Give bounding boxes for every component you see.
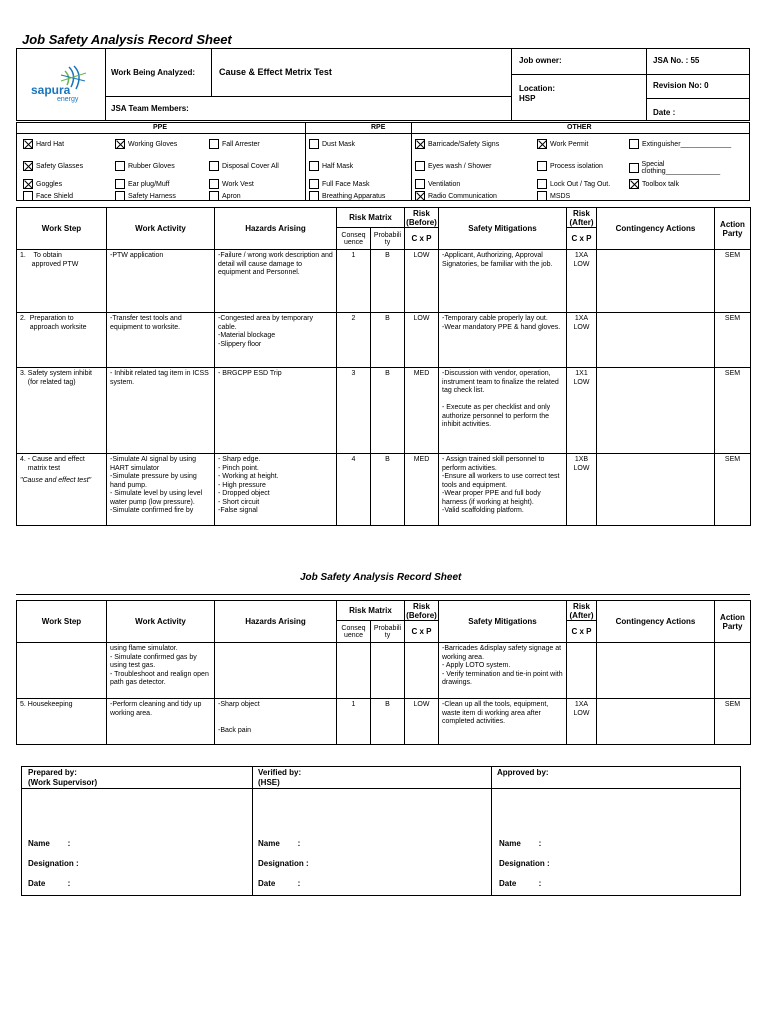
ppe-option-label: Apron: [222, 192, 241, 200]
location-value: HSP: [519, 94, 536, 103]
ppe-option[interactable]: [209, 161, 279, 171]
ppe-option-label: Toolbox talk: [642, 180, 679, 188]
checked-checkbox-icon[interactable]: [415, 139, 425, 149]
ppe-option-label: Full Face Mask: [322, 180, 370, 188]
checked-checkbox-icon[interactable]: [115, 139, 125, 149]
ppe-option[interactable]: [415, 139, 499, 149]
col-consequence: Conseq uence: [337, 228, 371, 250]
col-cxp-after: C x P: [567, 621, 597, 643]
work-activity-cell: -PTW application: [107, 250, 215, 313]
revision-no: Revision No: 0: [653, 81, 709, 90]
ppe-option[interactable]: [115, 161, 175, 171]
action-party-cell: SEM: [715, 368, 751, 454]
col-contingency: Contingency Actions: [597, 601, 715, 643]
prepared-name: Name :: [28, 839, 71, 848]
date-label: Date :: [653, 108, 676, 117]
consequence-cell: 4: [337, 454, 371, 526]
consequence-cell: 2: [337, 313, 371, 368]
risk-before-cell: MED: [405, 454, 439, 526]
work-step-cell: 4. - Cause and effect matrix test "Cause and effect test": [17, 454, 107, 526]
ppe-option-label: Extinguisher_____________: [642, 140, 732, 148]
ppe-option-label: Hard Hat: [36, 140, 65, 148]
work-activity-cell: -Simulate AI signal by using HART simulator -Simulate pressure by using hand pump. - Simulate level by using level water pump (low pressure). -Simulate confirmed fire by: [107, 454, 215, 526]
ppe-option[interactable]: [23, 161, 83, 171]
ppe-option-label: MSDS: [550, 192, 571, 200]
checkbox-icon[interactable]: [209, 179, 219, 189]
ppe-option-label: Goggles: [36, 180, 63, 188]
col-hazards: Hazards Arising: [215, 208, 337, 250]
header-box: [16, 48, 750, 121]
approved-by-label: Approved by:: [497, 768, 549, 777]
contingency-cell: [597, 250, 715, 313]
other-header: OTHER: [567, 124, 592, 131]
table-row: [17, 368, 751, 454]
checkbox-icon[interactable]: [209, 139, 219, 149]
risk-before-cell: LOW: [405, 313, 439, 368]
checked-checkbox-icon[interactable]: [23, 139, 33, 149]
checked-checkbox-icon[interactable]: [415, 191, 425, 201]
work-analyzed-label: Work Being Analyzed:: [111, 68, 196, 77]
ppe-option-label: Eyes wash / Shower: [428, 162, 492, 170]
verified-by-label: Verified by: (HSE): [258, 768, 302, 787]
hazards-cell: - BRGCPP ESD Trip: [215, 368, 337, 454]
action-party-cell: SEM: [715, 699, 751, 745]
risk-after-cell: 1XA LOW: [567, 699, 597, 745]
probability-cell: B: [371, 313, 405, 368]
ppe-option[interactable]: [115, 139, 177, 149]
checkbox-icon[interactable]: [629, 163, 639, 173]
col-probability: Probabili ty: [371, 228, 405, 250]
ppe-option-label: Rubber Gloves: [128, 162, 175, 170]
ppe-option-label: Safety Harness: [128, 192, 176, 200]
col-mitigations: Safety Mitigations: [439, 601, 567, 643]
col-probability: Probabili ty: [371, 621, 405, 643]
work-activity-cell: -Transfer test tools and equipment to worksite.: [107, 313, 215, 368]
probability-cell: B: [371, 699, 405, 745]
col-action-party: Action Party: [715, 208, 751, 250]
ppe-option-label: Ventilation: [428, 180, 461, 188]
work-activity-cell: - Inhibit related tag item in ICSS system.: [107, 368, 215, 454]
prepared-date: Date :: [28, 879, 71, 888]
mitigation-cell: -Clean up all the tools, equipment, waste item di working area after completed activities.: [439, 699, 567, 745]
contingency-cell: [597, 313, 715, 368]
ppe-option-label: Work Vest: [222, 180, 254, 188]
risk-before-cell: LOW: [405, 699, 439, 745]
work-step-note: "Cause and effect test": [20, 477, 92, 484]
col-risk-before: Risk (Before): [406, 601, 437, 620]
checked-checkbox-icon[interactable]: [537, 139, 547, 149]
ppe-option[interactable]: [23, 191, 73, 201]
col-risk-matrix: Risk Matrix: [337, 601, 405, 621]
table-row: [17, 699, 751, 745]
ppe-option-label: Work Permit: [550, 140, 589, 148]
checkbox-icon[interactable]: [309, 179, 319, 189]
ppe-section: [16, 122, 750, 201]
risk-after-cell: 1XA LOW: [567, 250, 597, 313]
risk-after-cell: [567, 643, 597, 699]
table-row: [17, 454, 751, 526]
approved-date: Date :: [499, 879, 542, 888]
ppe-option[interactable]: [415, 161, 491, 171]
risk-after-cell: 1X1 LOW: [567, 368, 597, 454]
col-risk-after: Risk (After): [567, 208, 597, 228]
col-work-step: Work Step: [17, 208, 107, 250]
action-party-cell: SEM: [715, 313, 751, 368]
contingency-cell: [597, 699, 715, 745]
verified-designation: Designation :: [258, 859, 309, 868]
ppe-option-label: Fall Arrester: [222, 140, 260, 148]
risk-after-cell: 1XA LOW: [567, 313, 597, 368]
ppe-option[interactable]: [629, 161, 739, 175]
mitigation-cell: -Discussion with vendor, operation, instrument team to finalize the related tag check list. - Execute as per checklist and only authorize personnel to perform the inhibit activities.: [439, 368, 567, 454]
consequence-cell: [337, 643, 371, 699]
col-cxp-after: C x P: [567, 228, 597, 250]
work-analyzed-value: Cause & Effect Metrix Test: [219, 67, 332, 77]
ppe-option[interactable]: [115, 191, 176, 201]
col-cxp-before: C x P: [405, 228, 439, 250]
action-party-cell: SEM: [715, 454, 751, 526]
consequence-cell: 1: [337, 250, 371, 313]
ppe-option[interactable]: [537, 161, 603, 171]
probability-cell: [371, 643, 405, 699]
ppe-option[interactable]: [23, 179, 62, 189]
checked-checkbox-icon[interactable]: [23, 161, 33, 171]
hazards-cell: -Congested area by temporary cable. -Material blockage -Slippery floor: [215, 313, 337, 368]
consequence-cell: 1: [337, 699, 371, 745]
approved-designation: Designation :: [499, 859, 550, 868]
hazards-cell: -Failure / wrong work description and detail will cause damage to equipment and Personnel.: [215, 250, 337, 313]
checkbox-icon[interactable]: [629, 139, 639, 149]
checkbox-icon[interactable]: [537, 179, 547, 189]
ppe-option[interactable]: [415, 179, 460, 189]
checkbox-icon[interactable]: [209, 191, 219, 201]
ppe-option[interactable]: [309, 179, 369, 189]
checkbox-icon[interactable]: [23, 191, 33, 201]
ppe-option-label: Radio Communication: [428, 192, 497, 200]
checked-checkbox-icon[interactable]: [629, 179, 639, 189]
logo-sub: energy: [57, 96, 79, 103]
checkbox-icon[interactable]: [415, 179, 425, 189]
col-work-step: Work Step: [17, 601, 107, 643]
ppe-option[interactable]: [629, 139, 739, 149]
col-contingency: Contingency Actions: [597, 208, 715, 250]
col-risk-after: Risk (After): [567, 601, 597, 621]
col-risk-matrix: Risk Matrix: [337, 208, 405, 228]
checkbox-icon[interactable]: [309, 161, 319, 171]
hazards-cell: [215, 643, 337, 699]
verified-date: Date :: [258, 879, 301, 888]
checkbox-icon[interactable]: [415, 161, 425, 171]
page2-title: Job Safety Analysis Record Sheet: [300, 572, 462, 583]
action-party-cell: [715, 643, 751, 699]
checkbox-icon[interactable]: [115, 161, 125, 171]
ppe-option[interactable]: [629, 179, 739, 189]
document-title: Job Safety Analysis Record Sheet: [22, 32, 232, 47]
work-step-cell: 1. To obtain approved PTW: [17, 250, 107, 313]
location-label: Location:: [519, 84, 555, 93]
contingency-cell: [597, 368, 715, 454]
mitigation-cell: - Assign trained skill personnel to perform activities. -Ensure all workers to use correct test tools and equipment. -Wear proper PPE and full body harness (if working at height). -Valid scaffolding platform.: [439, 454, 567, 526]
ppe-option-label: Dust Mask: [322, 140, 356, 148]
ppe-option[interactable]: [309, 191, 385, 201]
ppe-option-label: Working Gloves: [128, 140, 178, 148]
hazards-cell: -Sharp object -Back pain: [215, 699, 337, 745]
col-risk-before: Risk (Before): [406, 208, 437, 227]
ppe-option[interactable]: [415, 191, 497, 201]
risk-after-cell: 1XB LOW: [567, 454, 597, 526]
col-hazards: Hazards Arising: [215, 601, 337, 643]
ppe-option-label: Breathing Apparatus: [322, 192, 386, 200]
ppe-option-label: Process isolation: [550, 162, 603, 170]
probability-cell: B: [371, 250, 405, 313]
ppe-option[interactable]: [537, 139, 588, 149]
ppe-option[interactable]: [537, 179, 610, 189]
ppe-option-label: Face Shield: [36, 192, 73, 200]
mitigation-cell: -Temporary cable properly lay out. -Wear mandatory PPE & hand gloves.: [439, 313, 567, 368]
table-row: [17, 643, 751, 699]
jsa-no: JSA No. : 55: [653, 56, 700, 65]
ppe-option[interactable]: [537, 191, 570, 201]
ppe-option-label: Disposal Cover All: [222, 162, 279, 170]
action-party-cell: SEM: [715, 250, 751, 313]
jsa-table-page2: [16, 600, 751, 745]
approved-name: Name :: [499, 839, 542, 848]
mitigation-cell: -Applicant, Authorizing, Approval Signatories, be familiar with the job.: [439, 250, 567, 313]
team-members-label: JSA Team Members:: [111, 104, 189, 113]
jsa-table-page1: [16, 207, 751, 526]
ppe-option[interactable]: [209, 179, 254, 189]
verified-name: Name :: [258, 839, 301, 848]
work-step-cell: 5. Housekeeping: [17, 699, 107, 745]
checkbox-icon[interactable]: [309, 191, 319, 201]
ppe-option-label: Barricade/Safety Signs: [428, 140, 500, 148]
ppe-option-label: Lock Out / Tag Out.: [550, 180, 611, 188]
ppe-option[interactable]: [309, 139, 355, 149]
ppe-option-label: Special clothing______________: [641, 161, 721, 175]
consequence-cell: 3: [337, 368, 371, 454]
col-work-activity: Work Activity: [107, 601, 215, 643]
ppe-option[interactable]: [309, 161, 353, 171]
work-step-cell: 3. Safety system inhibit (for related tag): [17, 368, 107, 454]
col-consequence: Conseq uence: [337, 621, 371, 643]
logo-area: [17, 49, 106, 120]
work-step-cell: [17, 643, 107, 699]
ppe-option[interactable]: [115, 179, 170, 189]
checkbox-icon[interactable]: [537, 191, 547, 201]
col-work-activity: Work Activity: [107, 208, 215, 250]
ppe-option-label: Half Mask: [322, 162, 354, 170]
work-step-cell: 2. Preparation to approach worksite: [17, 313, 107, 368]
table-row: [17, 250, 751, 313]
job-owner-label: Job owner:: [519, 56, 562, 65]
mitigation-cell: -Barricades &display safety signage at working area. - Apply LOTO system. - Verify termination and tie-in point with drawings.: [439, 643, 567, 699]
logo-name: sapura: [31, 83, 71, 97]
probability-cell: B: [371, 368, 405, 454]
risk-before-cell: [405, 643, 439, 699]
hazards-cell: - Sharp edge. - Pinch point. - Working at height. - High pressure - Dropped object - Short circuit -False signal: [215, 454, 337, 526]
col-action-party: Action Party: [715, 601, 751, 643]
ppe-header: PPE: [153, 124, 168, 131]
ppe-option-label: Ear plug/Muff: [128, 180, 170, 188]
checkbox-icon[interactable]: [209, 161, 219, 171]
ppe-option-label: Safety Glasses: [36, 162, 84, 170]
contingency-cell: [597, 643, 715, 699]
rpe-header: RPE: [371, 124, 386, 131]
prepared-by-label: Prepared by: (Work Supervisor): [28, 768, 98, 787]
checkbox-icon[interactable]: [115, 191, 125, 201]
risk-before-cell: LOW: [405, 250, 439, 313]
checkbox-icon[interactable]: [115, 179, 125, 189]
ppe-option[interactable]: [209, 191, 241, 201]
checkbox-icon[interactable]: [537, 161, 547, 171]
prepared-designation: Designation :: [28, 859, 79, 868]
table-row: [17, 313, 751, 368]
probability-cell: B: [371, 454, 405, 526]
work-activity-cell: using flame simulator. - Simulate confirmed gas by using test gas. - Troubleshoot and realign open path gas detector.: [107, 643, 215, 699]
risk-before-cell: MED: [405, 368, 439, 454]
ppe-option[interactable]: [209, 139, 260, 149]
col-cxp-before: C x P: [405, 621, 439, 643]
work-activity-cell: -Perform cleaning and tidy up working area.: [107, 699, 215, 745]
contingency-cell: [597, 454, 715, 526]
ppe-option[interactable]: [23, 139, 64, 149]
col-mitigations: Safety Mitigations: [439, 208, 567, 250]
checkbox-icon[interactable]: [309, 139, 319, 149]
signoff-box: [21, 766, 741, 896]
checked-checkbox-icon[interactable]: [23, 179, 33, 189]
